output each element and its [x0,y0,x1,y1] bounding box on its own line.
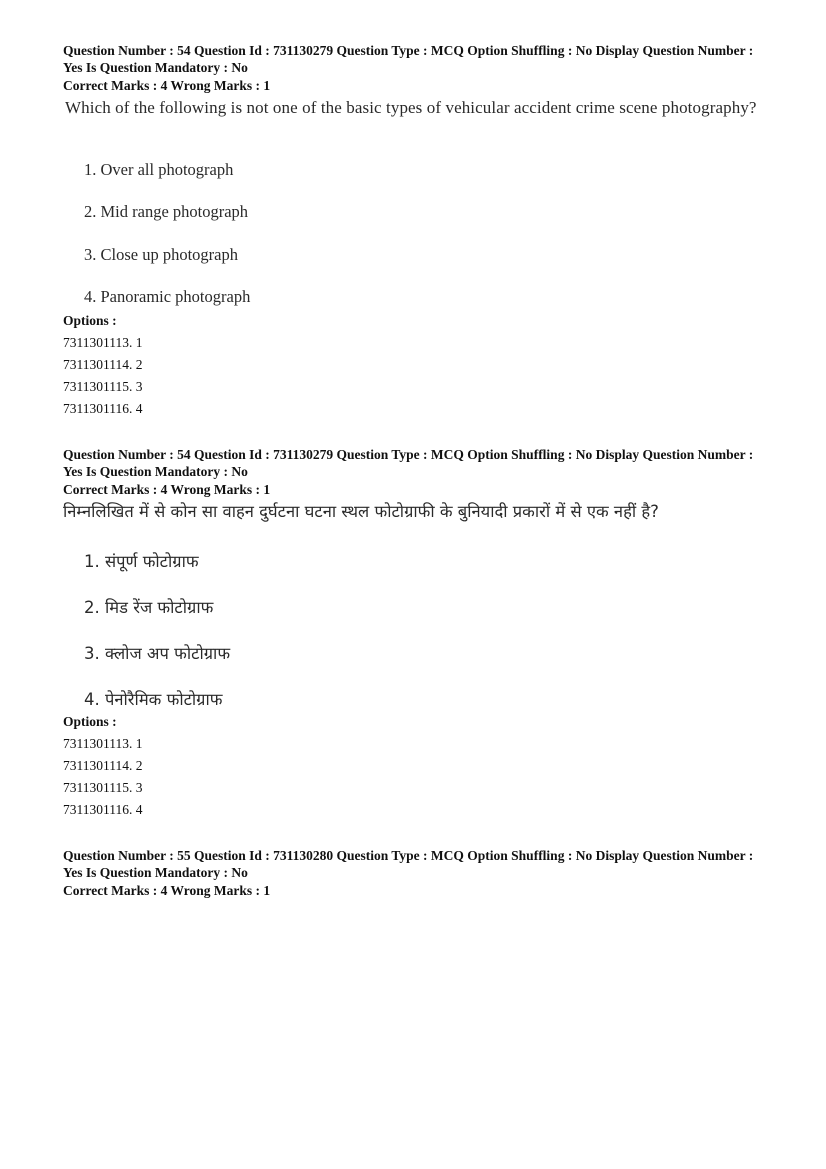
question-text: निम्नलिखित में से कोन सा वाहन दुर्घटना घटना स्थल फोटोग्राफी के बुनियादी प्रकारों में से एक नहीं है? [63,501,659,521]
choice-2: 2. Mid range photograph [84,202,249,221]
question-block-54-en [63,43,763,118]
option-id: 7311301113. 1 [63,736,143,751]
choice-3: 3. Close up photograph [84,245,238,264]
options-label: Options : [63,313,117,328]
options-list [63,714,143,824]
question-block-55 [63,848,763,900]
option-id: 7311301114. 2 [63,758,143,773]
option-id: 7311301114. 2 [63,357,143,372]
choice-4: 4. Panoramic photograph [84,287,251,306]
options-label: Options : [63,714,117,729]
option-id: 7311301115. 3 [63,379,143,394]
question-marks: Correct Marks : 4 Wrong Marks : 1 [63,78,271,93]
choice-3: 3. क्लोज अप फोटोग्राफ [84,644,231,663]
option-id: 7311301116. 4 [63,401,143,416]
question-marks: Correct Marks : 4 Wrong Marks : 1 [63,883,271,898]
question-header: Question Number : 54 Question Id : 731130279 Question Type : MCQ Option Shuffling : No Display Question Number : Yes Is Question Mandatory : No [63,43,754,75]
choice-1: 1. संपूर्ण फोटोग्राफ [84,552,199,571]
question-text: Which of the following is not one of the basic types of vehicular accident crime scene photography? [65,97,757,117]
question-header: Question Number : 55 Question Id : 731130280 Question Type : MCQ Option Shuffling : No Display Question Number : Yes Is Question Mandatory : No [63,848,754,880]
choice-2: 2. मिड रेंज फोटोग्राफ [84,598,214,617]
question-block-54-hi [63,447,763,523]
option-id: 7311301113. 1 [63,335,143,350]
choice-1: 1. Over all photograph [84,160,234,179]
question-header: Question Number : 54 Question Id : 731130279 Question Type : MCQ Option Shuffling : No Display Question Number : Yes Is Question Mandatory : No [63,447,754,479]
choice-4: 4. पेनोरैमिक फोटोग्राफ [84,690,223,709]
option-id: 7311301115. 3 [63,780,143,795]
question-marks: Correct Marks : 4 Wrong Marks : 1 [63,482,271,497]
option-id: 7311301116. 4 [63,802,143,817]
options-list [63,313,143,423]
